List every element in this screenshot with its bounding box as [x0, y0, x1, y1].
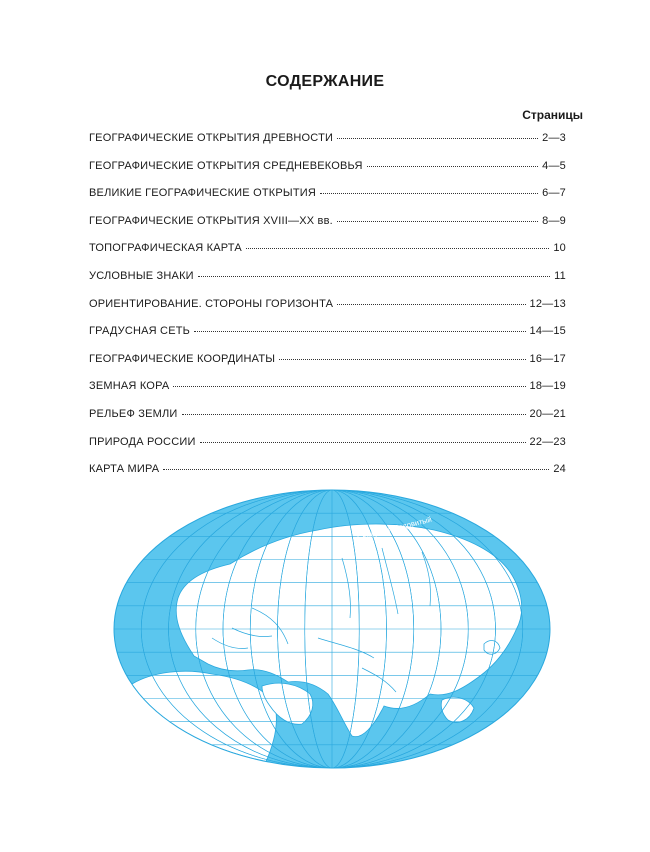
toc-entry-title: УСЛОВНЫЕ ЗНАКИ — [89, 269, 194, 282]
toc-entry[interactable] — [89, 463, 566, 491]
toc-entry-pages: 14—15 — [529, 325, 566, 338]
dot-leader — [173, 386, 525, 387]
toc-entry-title: ГРАДУСНАЯ СЕТЬ — [89, 325, 191, 338]
dot-leader — [337, 304, 525, 305]
toc-entry-title: РЕЛЬЕФ ЗЕМЛИ — [89, 407, 178, 420]
dot-leader — [337, 221, 538, 222]
toc-entry-pages: 11 — [554, 269, 566, 282]
page-title: СОДЕРЖАНИЕ — [265, 73, 385, 90]
toc-entry[interactable] — [89, 242, 566, 270]
dot-leader — [320, 193, 538, 194]
toc-entry-title: ЗЕМНАЯ КОРА — [89, 380, 170, 393]
toc-entry-title: КАРТА МИРА — [89, 463, 160, 476]
toc-entry-pages: 12—13 — [529, 297, 566, 310]
toc-entry[interactable] — [89, 187, 566, 215]
toc-entry-title: ГЕОГРАФИЧЕСКИЕ КООРДИНАТЫ — [89, 352, 276, 365]
toc-entry-title: ГЕОГРАФИЧЕСКИЕ ОТКРЫТИЯ ДРЕВНОСТИ — [89, 132, 334, 144]
toc-entry[interactable] — [89, 325, 566, 353]
toc-entry-pages: 22—23 — [529, 435, 566, 448]
dot-leader — [337, 138, 538, 139]
toc-entry-pages: 16—17 — [529, 352, 566, 365]
toc-entry-pages: 2—3 — [542, 132, 566, 144]
toc-entry-title: ГЕОГРАФИЧЕСКИЕ ОТКРЫТИЯ XVIII—XX вв. — [89, 214, 333, 227]
toc-entry-title: ОРИЕНТИРОВАНИЕ. СТОРОНЫ ГОРИЗОНТА — [89, 297, 334, 310]
toc-entry[interactable] — [89, 353, 566, 381]
toc-entry-title: ГЕОГРАФИЧЕСКИЕ ОТКРЫТИЯ СРЕДНЕВЕКОВЬЯ — [89, 159, 363, 172]
dot-leader — [246, 248, 549, 249]
dot-leader — [198, 276, 550, 277]
toc-entry[interactable] — [89, 160, 566, 188]
dot-leader — [163, 469, 549, 470]
dot-leader — [367, 166, 539, 167]
toc-entry-title: ВЕЛИКИЕ ГЕОГРАФИЧЕСКИЕ ОТКРЫТИЯ — [89, 187, 317, 200]
toc-entry-pages: 6—7 — [542, 187, 566, 200]
toc-entry-pages: 24 — [553, 463, 566, 476]
toc-entry-pages: 8—9 — [542, 214, 566, 227]
toc-entry-pages: 10 — [553, 242, 566, 255]
toc-entry-title: ПРИРОДА РОССИИ — [89, 435, 196, 448]
toc-entry[interactable] — [89, 408, 566, 436]
ocean-label: Северный Ледовитый — [356, 514, 433, 542]
toc-entry-pages: 18—19 — [529, 380, 566, 393]
dot-leader — [182, 414, 526, 415]
toc-entry-title: ТОПОГРАФИЧЕСКАЯ КАРТА — [89, 242, 242, 255]
table-of-contents — [89, 132, 566, 491]
pages-column-heading: Страницы — [522, 108, 583, 122]
world-outline-map — [112, 488, 552, 770]
toc-entry[interactable] — [89, 380, 566, 408]
toc-entry[interactable] — [89, 436, 566, 464]
dot-leader — [194, 331, 525, 332]
toc-entry[interactable] — [89, 270, 566, 298]
dot-leader — [279, 359, 525, 360]
toc-entry-pages: 20—21 — [529, 407, 566, 420]
toc-entry[interactable] — [89, 298, 566, 326]
toc-entry[interactable] — [89, 132, 566, 160]
africa-landmass — [129, 671, 277, 770]
toc-entry-pages: 4—5 — [542, 159, 566, 172]
dot-leader — [200, 442, 526, 443]
toc-entry[interactable] — [89, 215, 566, 243]
